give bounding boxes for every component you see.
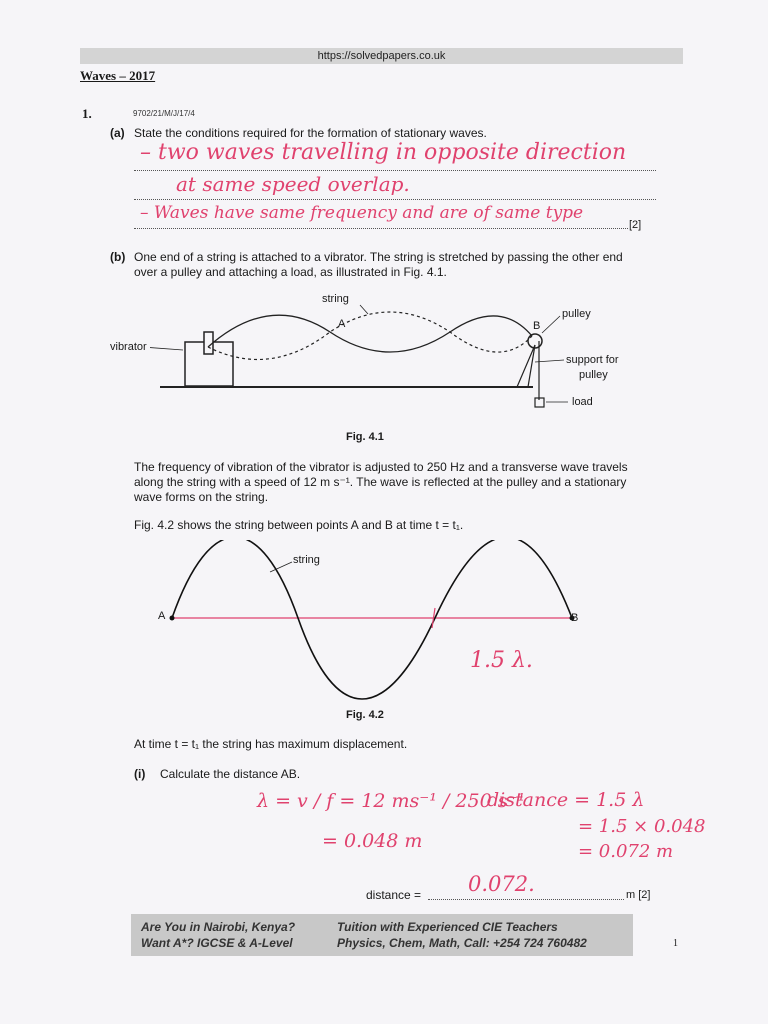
section-title: Waves – 2017 <box>80 68 156 83</box>
part-a-label: (a) <box>110 126 125 140</box>
fig1-label-pulley: pulley <box>562 308 591 320</box>
fig1-caption: Fig. 4.1 <box>346 431 384 443</box>
page-number: 1 <box>673 938 678 949</box>
ad-right-line-1: Tuition with Experienced CIE Teachers <box>337 920 558 934</box>
fig2-caption: Fig. 4.2 <box>346 709 384 721</box>
question-number: 1. <box>82 106 92 121</box>
string-wave-dashed <box>208 312 532 359</box>
point-a <box>170 616 175 621</box>
handwritten-working-right-1: distance = 1.5 λ <box>487 789 645 811</box>
figure-4-1-diagram <box>150 300 600 420</box>
handwritten-answer-line-3: – Waves have same frequency and are of same type <box>140 203 584 223</box>
pulley-support <box>528 345 535 387</box>
ad-left-line-1: Are You in Nairobi, Kenya? <box>141 920 296 934</box>
fig1-label-b: B <box>533 320 541 332</box>
tuition-advert-banner[interactable] <box>131 914 633 956</box>
fig1-label-support-2: pulley <box>579 369 608 381</box>
string-wave-solid <box>208 315 532 352</box>
fig2-intro: Fig. 4.2 shows the string between points A and B at time t = t₁. <box>134 518 464 532</box>
part-b-para-2: along the string with a speed of 12 m s⁻¹. The wave is reflected at the pulley and a stationary <box>134 475 627 489</box>
vibrator-leader <box>150 347 183 350</box>
distance-answer-line <box>428 899 624 900</box>
part-b-para-1: The frequency of vibration of the vibrator is adjusted to 250 Hz and a transverse wave travels <box>134 460 628 474</box>
figure-4-2-diagram <box>160 540 590 700</box>
max-displacement-text: At time t = t₁ the string has maximum displacement. <box>134 737 408 751</box>
ad-right-line-2: Physics, Chem, Math, Call: +254 724 760482 <box>337 936 587 950</box>
handwritten-wavelength-note: 1.5 λ. <box>470 648 533 673</box>
fig1-label-vibrator: vibrator <box>110 341 147 353</box>
handwritten-working-right-2: = 1.5 × 0.048 <box>578 816 706 837</box>
part-i-prompt: Calculate the distance AB. <box>160 767 301 781</box>
fig1-label-string: string <box>322 293 349 305</box>
url-banner[interactable]: https://solvedpapers.co.uk <box>80 48 683 64</box>
handwritten-answer-line-2: at same speed overlap. <box>176 172 410 196</box>
fig1-label-support-1: support for <box>566 354 619 366</box>
fig1-label-load: load <box>572 396 593 408</box>
fig1-label-a: A <box>338 318 346 330</box>
fig2-label-a: A <box>158 610 166 622</box>
part-b-label: (b) <box>110 250 126 264</box>
part-b-para-3: wave forms on the string. <box>134 490 269 504</box>
answer-line <box>134 199 656 200</box>
handwritten-answer-line-1: – two waves travelling in opposite direction <box>140 140 627 165</box>
handwritten-working-right-3: = 0.072 m <box>578 841 674 862</box>
part-b-intro-2: over a pulley and attaching a load, as illustrated in Fig. 4.1. <box>134 265 447 279</box>
string-waveform <box>172 540 572 699</box>
fig2-label-b: B <box>571 612 579 624</box>
part-b-intro-1: One end of a string is attached to a vibrator. The string is stretched by passing the other end <box>134 250 623 264</box>
distance-answer-label: distance = <box>366 888 422 902</box>
handwritten-working-left-1: λ = v / f = 12 ms⁻¹ / 250 s⁻¹ <box>257 790 526 812</box>
part-i-label: (i) <box>134 767 146 781</box>
handwritten-working-left-2: = 0.048 m <box>322 830 423 852</box>
fig2-label-string: string <box>293 554 320 566</box>
answer-line <box>134 228 628 229</box>
part-a-marks: [2] <box>629 219 642 231</box>
handwritten-distance-answer: 0.072. <box>468 872 535 896</box>
string-leader <box>270 562 292 572</box>
question-code: 9702/21/M/J/17/4 <box>133 109 195 118</box>
answer-line <box>134 170 656 171</box>
pulley-leader <box>542 316 560 333</box>
part-i-marks: m [2] <box>626 889 651 901</box>
part-a-prompt: State the conditions required for the formation of stationary waves. <box>134 126 487 140</box>
ad-left-line-2: Want A*? IGCSE & A-Level <box>141 936 293 950</box>
pulley-support <box>517 345 535 387</box>
string-leader <box>360 305 368 314</box>
